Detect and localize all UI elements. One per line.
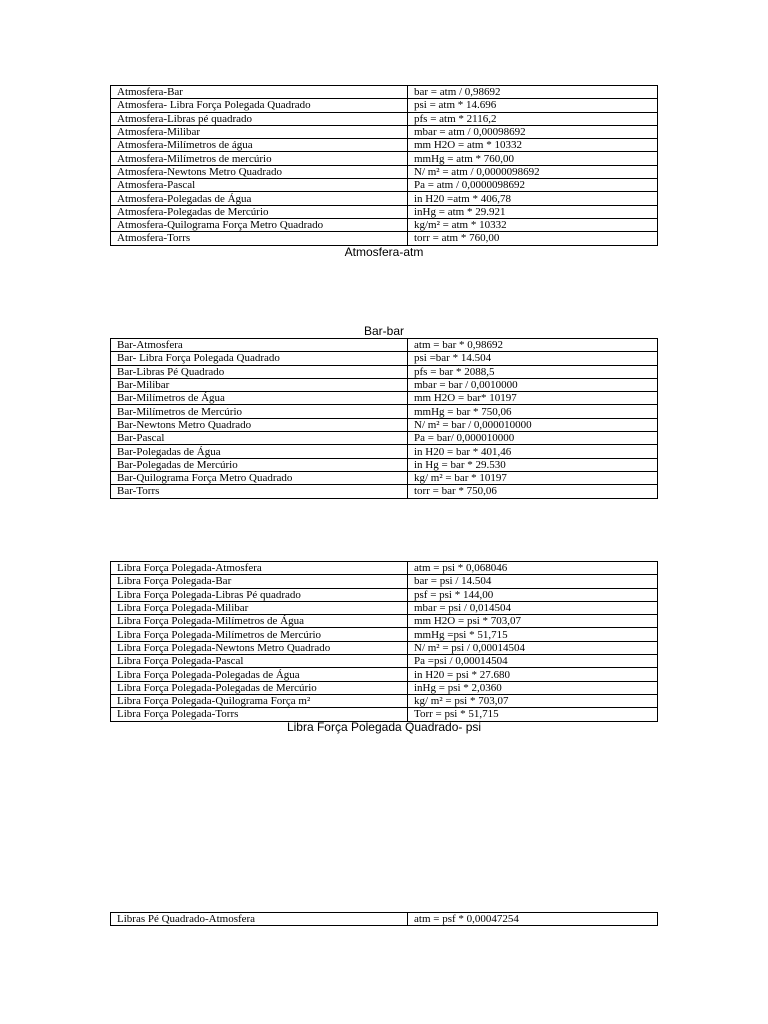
table-row [111, 205, 658, 218]
table-row [111, 99, 658, 112]
table-row [111, 458, 658, 471]
conversion-formula: kg/ m² = psi * 703,07 [408, 694, 658, 707]
conversion-formula: mbar = atm / 0,00098692 [408, 125, 658, 138]
conversion-label: Atmosfera-Polegadas de Mercúrio [111, 205, 408, 218]
conversion-label: Libra Força Polegada-Polegadas de Água [111, 668, 408, 681]
conversion-label: Bar-Milímetros de Água [111, 392, 408, 405]
conversion-label: Bar-Newtons Metro Quadrado [111, 418, 408, 431]
conversion-formula: N/ m² = psi / 0,00014504 [408, 641, 658, 654]
conversion-label: Libra Força Polegada-Milibar [111, 601, 408, 614]
conversion-label: Atmosfera-Milímetros de água [111, 139, 408, 152]
table-row [111, 588, 658, 601]
conversion-formula: torr = atm * 760,00 [408, 232, 658, 245]
table-row [111, 218, 658, 231]
table-row [111, 432, 658, 445]
conversion-formula: inHg = atm * 29.921 [408, 205, 658, 218]
conversion-formula: psf = psi * 144,00 [408, 588, 658, 601]
conversion-formula: atm = psi * 0,068046 [408, 562, 658, 575]
conversion-formula: bar = psi / 14.504 [408, 575, 658, 588]
conversion-label: Bar-Milímetros de Mercúrio [111, 405, 408, 418]
conversion-table-atm [110, 85, 658, 246]
conversion-formula: mmHg = atm * 760,00 [408, 152, 658, 165]
conversion-label: Libras Pé Quadrado-Atmosfera [111, 913, 408, 926]
conversion-formula: atm = psf * 0,00047254 [408, 913, 658, 926]
conversion-label: Libra Força Polegada-Pascal [111, 655, 408, 668]
conversion-formula: Pa =psi / 0,00014504 [408, 655, 658, 668]
table-row [111, 445, 658, 458]
table-row [111, 378, 658, 391]
conversion-label: Atmosfera-Torrs [111, 232, 408, 245]
conversion-formula: Pa = atm / 0,0000098692 [408, 179, 658, 192]
conversion-label: Libra Força Polegada-Milímetros de Mercúrio [111, 628, 408, 641]
conversion-label: Bar-Quilograma Força Metro Quadrado [111, 471, 408, 484]
conversion-formula: in H20 = bar * 401,46 [408, 445, 658, 458]
conversion-formula: N/ m² = atm / 0,0000098692 [408, 165, 658, 178]
table-row [111, 681, 658, 694]
table-row [111, 668, 658, 681]
conversion-formula: mbar = bar / 0,0010000 [408, 378, 658, 391]
conversion-formula: Pa = bar/ 0,000010000 [408, 432, 658, 445]
conversion-label: Bar-Torrs [111, 485, 408, 498]
conversion-label: Bar-Libras Pé Quadrado [111, 365, 408, 378]
table-row [111, 179, 658, 192]
table-row [111, 192, 658, 205]
conversion-label: Libra Força Polegada-Quilograma Força m² [111, 694, 408, 707]
table-row [111, 562, 658, 575]
conversion-label: Atmosfera-Milímetros de mercúrio [111, 152, 408, 165]
table-row [111, 352, 658, 365]
table-caption-psi: Libra Força Polegada Quadrado- psi [286, 720, 482, 734]
table-row [111, 125, 658, 138]
table-row [111, 575, 658, 588]
conversion-formula: mmHg =psi * 51,715 [408, 628, 658, 641]
table-row [111, 694, 658, 707]
table-row [111, 641, 658, 654]
table-row [111, 392, 658, 405]
conversion-formula: kg/m² = atm * 10332 [408, 218, 658, 231]
conversion-label: Atmosfera-Newtons Metro Quadrado [111, 165, 408, 178]
conversion-label: Bar-Polegadas de Água [111, 445, 408, 458]
conversion-label: Libra Força Polegada-Libras Pé quadrado [111, 588, 408, 601]
conversion-label: Atmosfera-Quilograma Força Metro Quadrado [111, 218, 408, 231]
conversion-label: Atmosfera-Milibar [111, 125, 408, 138]
conversion-label: Libra Força Polegada-Newtons Metro Quadrado [111, 641, 408, 654]
conversion-formula: inHg = psi * 2,0360 [408, 681, 658, 694]
conversion-label: Atmosfera- Libra Força Polegada Quadrado [111, 99, 408, 112]
table-caption-bar: Bar-bar [363, 324, 404, 338]
conversion-formula: in H20 = psi * 27.680 [408, 668, 658, 681]
table-row [111, 365, 658, 378]
table-row [111, 86, 658, 99]
conversion-formula: Torr = psi * 51,715 [408, 708, 658, 721]
table-row [111, 139, 658, 152]
table-row [111, 112, 658, 125]
table-row [111, 339, 658, 352]
conversion-label: Libra Força Polegada-Polegadas de Mercúrio [111, 681, 408, 694]
conversion-formula: pfs = bar * 2088,5 [408, 365, 658, 378]
table-row [111, 405, 658, 418]
conversion-formula: mm H2O = atm * 10332 [408, 139, 658, 152]
conversion-label: Libra Força Polegada-Milímetros de Água [111, 615, 408, 628]
conversion-formula: mm H2O = psi * 703,07 [408, 615, 658, 628]
table-row [111, 628, 658, 641]
conversion-formula: mmHg = bar * 750,06 [408, 405, 658, 418]
conversion-table-psi [110, 561, 658, 722]
conversion-formula: bar = atm / 0,98692 [408, 86, 658, 99]
table-row [111, 615, 658, 628]
conversion-formula: atm = bar * 0,98692 [408, 339, 658, 352]
table-row [111, 165, 658, 178]
conversion-label: Bar-Milibar [111, 378, 408, 391]
conversion-table-psf [110, 912, 658, 926]
conversion-label: Bar-Atmosfera [111, 339, 408, 352]
conversion-formula: torr = bar * 750,06 [408, 485, 658, 498]
conversion-label: Atmosfera-Libras pé quadrado [111, 112, 408, 125]
conversion-label: Atmosfera-Bar [111, 86, 408, 99]
conversion-formula: in H20 =atm * 406,78 [408, 192, 658, 205]
table-row [111, 232, 658, 245]
conversion-label: Atmosfera-Pascal [111, 179, 408, 192]
table-row [111, 655, 658, 668]
conversion-label: Libra Força Polegada-Torrs [111, 708, 408, 721]
conversion-label: Bar- Libra Força Polegada Quadrado [111, 352, 408, 365]
table-row [111, 418, 658, 431]
conversion-label: Libra Força Polegada-Bar [111, 575, 408, 588]
conversion-label: Libra Força Polegada-Atmosfera [111, 562, 408, 575]
conversion-label: Atmosfera-Polegadas de Água [111, 192, 408, 205]
conversion-formula: N/ m² = bar / 0,000010000 [408, 418, 658, 431]
table-row [111, 913, 658, 926]
table-row [111, 471, 658, 484]
conversion-formula: psi =bar * 14.504 [408, 352, 658, 365]
conversion-formula: psi = atm * 14.696 [408, 99, 658, 112]
conversion-formula: kg/ m² = bar * 10197 [408, 471, 658, 484]
table-caption-atm: Atmosfera-atm [344, 245, 424, 259]
conversion-formula: mm H2O = bar* 10197 [408, 392, 658, 405]
conversion-table-bar [110, 338, 658, 499]
conversion-label: Bar-Polegadas de Mercúrio [111, 458, 408, 471]
table-row [111, 601, 658, 614]
table-row [111, 152, 658, 165]
conversion-formula: pfs = atm * 2116,2 [408, 112, 658, 125]
conversion-formula: in Hg = bar * 29.530 [408, 458, 658, 471]
conversion-label: Bar-Pascal [111, 432, 408, 445]
conversion-formula: mbar = psi / 0,014504 [408, 601, 658, 614]
table-row [111, 485, 658, 498]
